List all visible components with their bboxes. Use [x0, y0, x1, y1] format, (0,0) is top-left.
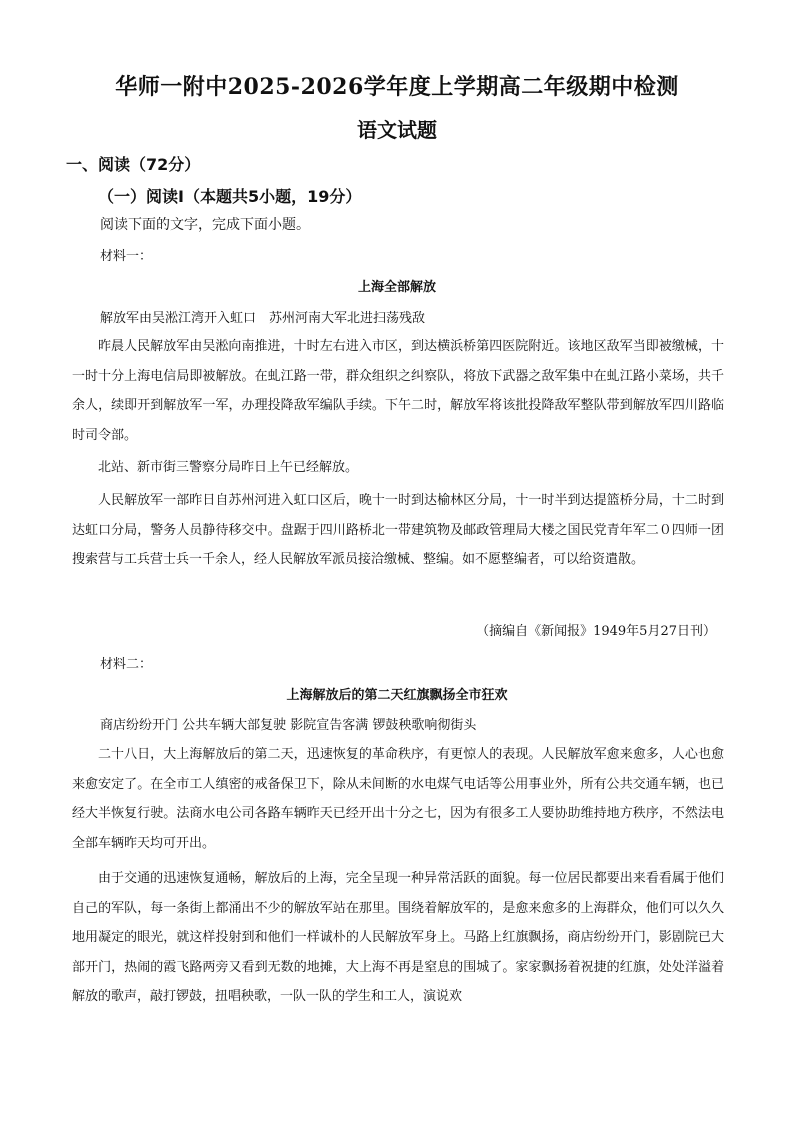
- material-one-source: （摘编自《新闻报》1949年5月27日刊）: [476, 624, 716, 639]
- material-two-paragraph: 由于交通的迅速恢复通畅，解放后的上海，完全呈现一种异常活跃的面貌。每一位居民都要出来看看属于他们自己的军队，每一条街上都涌出不少的解放军站在那里。围绕着解放军的，是愈来愈多的上海群众，他们可以久久地用凝定的眼光，就这样投射到和他们一样诚朴的人民解放军身上。马路上红旗飘扬，商店纷纷开门，影剧院已大部开门，热闹的霞飞路两旁又看到无数的地摊，大上海不再是窒息的围城了。家家飘扬着祝捷的红旗，处处洋溢着解放的歌声，敲打锣鼓，扭唱秧歌，一队一队的学生和工人，演说欢: [72, 871, 724, 1004]
- reading-instruction: 阅读下面的文字，完成下面小题。: [100, 217, 310, 233]
- material-two-paragraph: 二十八日，大上海解放后的第二天，迅速恢复的革命秩序，有更惊人的表现。人民解放军愈来愈多，人心也愈来愈安定了。在全市工人缜密的戒备保卫下，除从未间断的水电煤气电话等公用事业外，所有公共交通车辆，也已经大半恢复行驶。法商水电公司各路车辆昨天已经开出十分之七，因为有很多工人要协助维持地方秩序，不然法电全部车辆昨天均可开出。: [72, 747, 724, 851]
- section-subheading: （一）阅读Ⅰ（本题共5小题，19分）: [98, 187, 362, 206]
- material-one-paragraph: 人民解放军一部昨日自苏州河进入虹口区后，晚十一时到达榆林区分局，十一时半到达提篮桥分局，十二时到达虹口分局，警务人员静待移交中。盘踞于四川路桥北一带建筑物及邮政管理局大楼之国民党青年军二０四师一团搜索营与工兵营士兵一千余人，经人民解放军派员接洽缴械、整编。如不愿整编者，可以给资遣散。: [72, 493, 724, 567]
- exam-subtitle: 语文试题: [357, 118, 437, 142]
- exam-title: 华师一附中2025-2026学年度上学期高二年级期中检测: [115, 74, 679, 100]
- material-one-paragraph: 昨晨人民解放军由吴淞向南推进，十时左右进入市区，到达横浜桥第四医院附近。该地区敌军当即被缴械，十一时十分上海电信局即被解放。在虬江路一带，群众组织之纠察队，将放下武器之敌军集中在虬江路小菜场，共千余人，续即开到解放军一军，办理投降敌军编队手续。下午二时，解放军将该批投降敌军整队带到解放军四川路临时司令部。: [72, 339, 724, 443]
- material-two-title: 上海解放后的第二天红旗飘扬全市狂欢: [286, 688, 508, 703]
- material-one-headline: 解放军由吴淞江湾开入虹口 苏州河南大军北进扫荡残敌: [100, 311, 426, 326]
- material-one-label: 材料一：: [100, 249, 153, 264]
- material-one-title: 上海全部解放: [357, 280, 436, 295]
- material-two-label: 材料二：: [100, 657, 153, 672]
- section-heading: 一、阅读（72分）: [66, 155, 201, 174]
- material-one-paragraph: 北站、新市街三警察分局昨日上午已经解放。: [98, 460, 359, 475]
- material-two-headline: 商店纷纷开门 公共车辆大部复驶 影院宣告客满 锣鼓秧歌响彻街头: [100, 718, 477, 733]
